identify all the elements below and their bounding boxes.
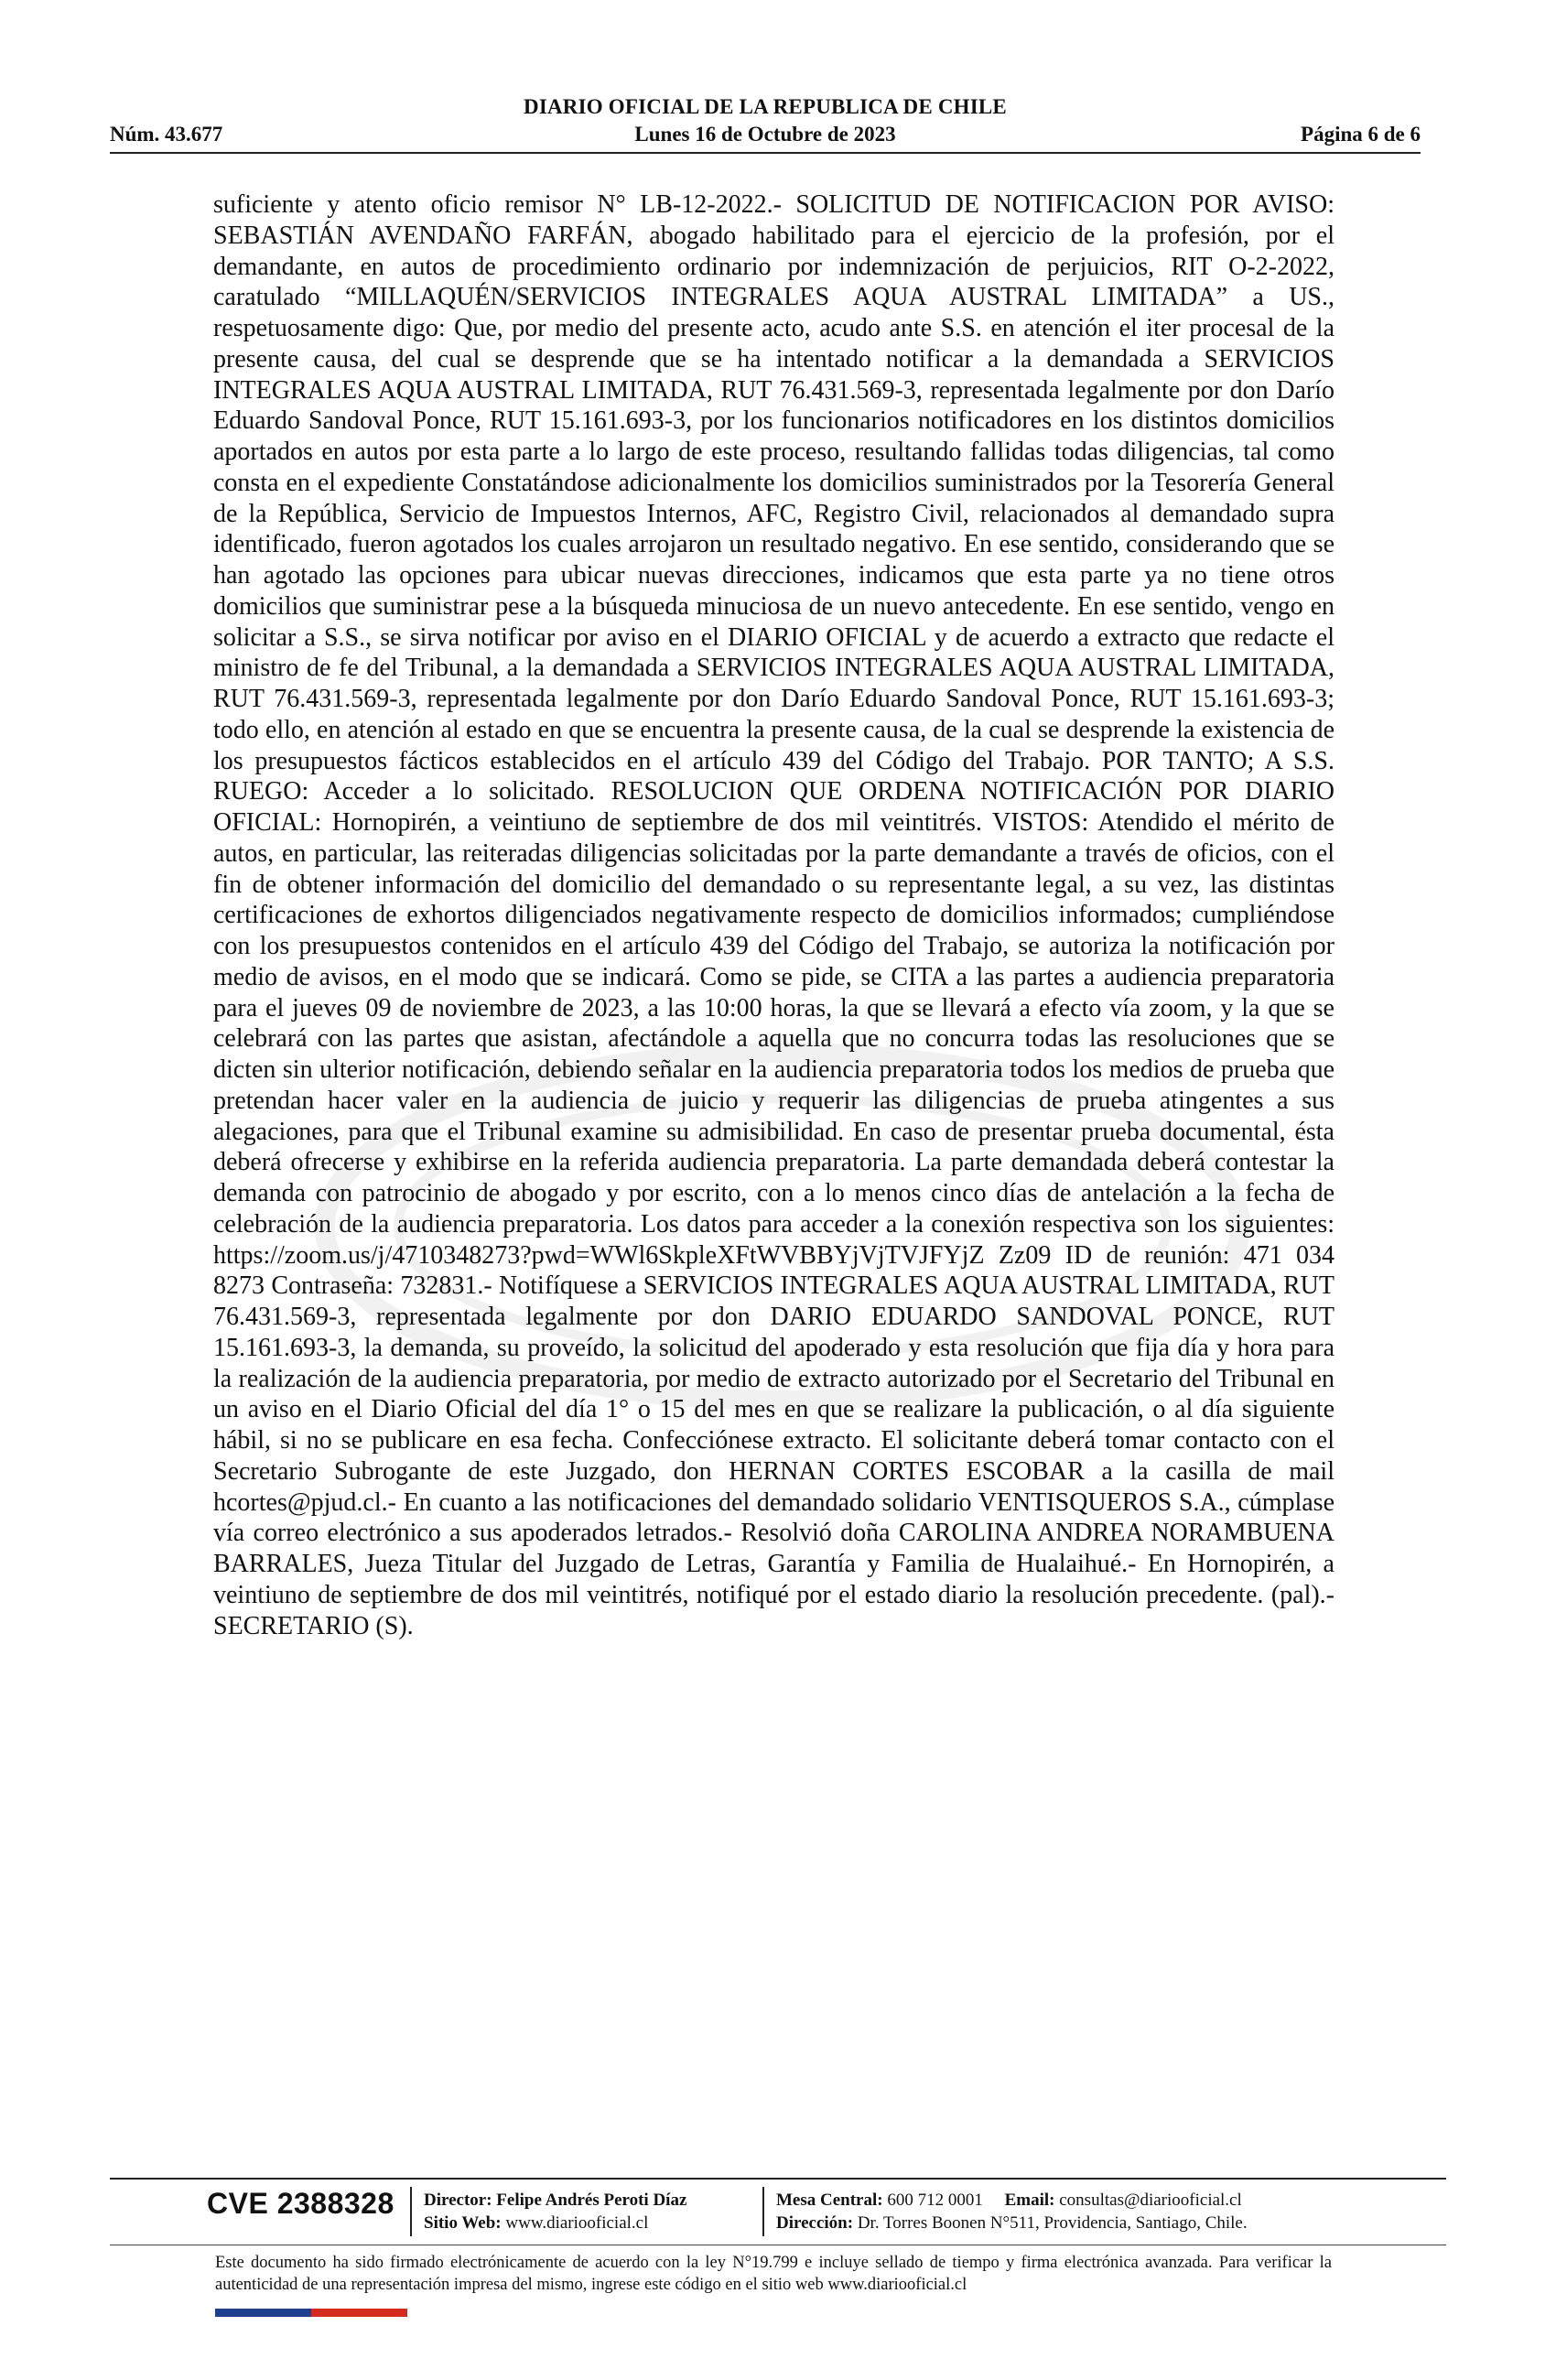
footer-contact-block: [776, 2189, 1435, 2234]
site-label: Sitio Web:: [424, 2213, 502, 2233]
director-name: Felipe Andrés Peroti Díaz: [496, 2191, 687, 2210]
page-indicator: Página 6 de 6: [1301, 123, 1421, 146]
address-label: Dirección:: [776, 2213, 854, 2233]
document-body: suficiente y atento oficio remisor N° LB-12-2022.- SOLICITUD DE NOTIFICACION POR AVISO: SEBASTIÁN AVENDAÑO FARFÁN, abogado habilitado para el ejercicio de la profesión, por el demandante, en autos de procedimiento ordinario por indemnización de perjuicios, RIT O-2-2022, caratulado “MILLAQUÉN/SERVICIOS INTEGRALES AQUA AUSTRAL LIMITADA” a US., respetuosamente digo: Que, por medio del presente acto, acudo ante S.S. en atención el iter procesal de la presente causa, del cual se desprende que se ha intentado notificar a la demandada a SERVICIOS INTEGRALES AQUA AUSTRAL LIMITADA, RUT 76.431.569-3, representada legalmente por don Darío Eduardo Sandoval Ponce, RUT 15.161.693-3, por los funcionarios notificadores en los distintos domicilios aportados en autos por esta parte a lo largo de este proceso, resultando fallidas todas diligencias, tal como consta en el expediente Constatándose adicionalmente los domicilios suministrados por la Tesorería General de la República, Servicio de Impuestos Internos, AFC, Registro Civil, relacionados al demandado supra identificado, fueron agotados los cuales arrojaron un resultado negativo. En ese sentido, considerando que se han agotado las opciones para ubicar nuevas direcciones, indicamos que esta parte ya no tiene otros domicilios que suministrar pese a la búsqueda minuciosa de un nuevo antecedente. En ese sentido, vengo en solicitar a S.S., se sirva notificar por aviso en el DIARIO OFICIAL y de acuerdo a extracto que redacte el ministro de fe del Tribunal, a la demandada a SERVICIOS INTEGRALES AQUA AUSTRAL LIMITADA, RUT 76.431.569-3, representada legalmente por don Darío Eduardo Sandoval Ponce, RUT 15.161.693-3; todo ello, en atención al estado en que se encuentra la presente causa, de la cual se desprende la existencia de los presupuestos fácticos establecidos en el artículo 439 del Código del Trabajo. POR TANTO; A S.S. RUEGO: Acceder a lo solicitado. RESOLUCION QUE ORDENA NOTIFICACIÓN POR DIARIO OFICIAL: Hornopirén, a veintiuno de septiembre de dos mil veintitrés. VISTOS: Atendido el mérito de autos, en particular, las reiteradas diligencias solicitadas por la parte demandante a través de oficios, con el fin de obtener información del domicilio del demandado o su representante legal, a su vez, las distintas certificaciones de exhortos diligenciados negativamente respecto de domicilios informados; cumpliéndose con los presupuestos contenidos en el artículo 439 del Código del Trabajo, se autoriza la notificación por medio de avisos, en el modo que se indicará. Como se pide, se CITA a las partes a audiencia preparatoria para el jueves 09 de noviembre de 2023, a las 10:00 horas, la que se llevará a efecto vía zoom, y la que se celebrará con las partes que asistan, afectándole a aquella que no concurra todas las resoluciones que se dicten sin ulterior notificación, debiendo señalar en la audiencia preparatoria todos los medios de prueba que pretendan hacer valer en la audiencia de juicio y requerir las diligencias de prueba atingentes a sus alegaciones, para que el Tribunal examine su admisibilidad. En caso de presentar prueba documental, ésta deberá ofrecerse y exhibirse en la referida audiencia preparatoria. La parte demandada deberá contestar la demanda con patrocinio de abogado y por escrito, con a lo menos cinco días de antelación a la fecha de celebración de la audiencia preparatoria. Los datos para acceder a la conexión respectiva son los siguientes: https://zoom.us/j/4710348273?pwd=WWl6SkpleXFtWVBBYjVjTVJFYjZ Zz09 ID de reunión: 471 034 8273 Contraseña: 732831.- Notifíquese a SERVICIOS INTEGRALES AQUA AUSTRAL LIMITADA, RUT 76.431.569-3, representada legalmente por don DARIO EDUARDO SANDOVAL PONCE, RUT 15.161.693-3, la demanda, su proveído, la solicitud del apoderado y esta resolución que fija día y hora para la realización de la audiencia preparatoria, por medio de extracto autorizado por el Secretario del Tribunal en un aviso en el Diario Oficial del día 1° o 15 del mes en que se realizare la publicación, o al día siguiente hábil, si no se publicare en esa fecha. Confecciónese extracto. El solicitante deberá tomar contacto con el Secretario Subrogante de este Juzgado, don HERNAN CORTES ESCOBAR a la casilla de mail hcortes@pjud.cl.- En cuanto a las notificaciones del demandado solidario VENTISQUEROS S.A., cúmplase vía correo electrónico a sus apoderados letrados.- Resolvió doña CAROLINA ANDREA NORAMBUENA BARRALES, Jueza Titular del Juzgado de Letras, Garantía y Familia de Hualaihué.- En Hornopirén, a veintiuno de septiembre de dos mil veintitrés, notifiqué por el estado diario la resolución precedente. (pal).- SECRETARIO (S).: [213, 190, 1334, 1640]
site-link[interactable]: www.diariooficial.cl: [505, 2213, 649, 2233]
page-header: [110, 92, 1421, 156]
footer-director-block: [424, 2189, 686, 2234]
address-value: Dr. Torres Boonen N°511, Providencia, Santiago, Chile.: [857, 2213, 1248, 2233]
footer-separator: [762, 2187, 764, 2236]
publication-title: DIARIO OFICIAL DE LA REPUBLICA DE CHILE: [524, 95, 1007, 118]
issue-number: Núm. 43.677: [110, 123, 223, 146]
footer-separator: [410, 2187, 412, 2236]
mesa-phone: 600 712 0001: [887, 2191, 983, 2210]
director-label: Director:: [424, 2191, 492, 2210]
chile-flag-stripe-icon: [215, 2309, 407, 2317]
signature-notice: Este documento ha sido firmado electrónicamente de acuerdo con la ley N°19.799 e incluye sellado de tiempo y firma electrónica avanzada. Para verificar la autenticidad de una representación impresa del mismo, ingrese este código en el sitio web www.diariooficial.cl: [215, 2254, 1332, 2294]
email-label: Email:: [1004, 2191, 1055, 2210]
mesa-label: Mesa Central:: [776, 2191, 883, 2210]
footer-divider-top: [110, 2178, 1446, 2180]
email-link[interactable]: consultas@diariooficial.cl: [1059, 2191, 1242, 2210]
flag-red-segment: [311, 2309, 407, 2317]
header-divider: [110, 152, 1421, 154]
issue-date: Lunes 16 de Octubre de 2023: [634, 123, 896, 146]
flag-blue-segment: [215, 2309, 311, 2317]
cve-code: CVE 2388328: [207, 2187, 394, 2220]
